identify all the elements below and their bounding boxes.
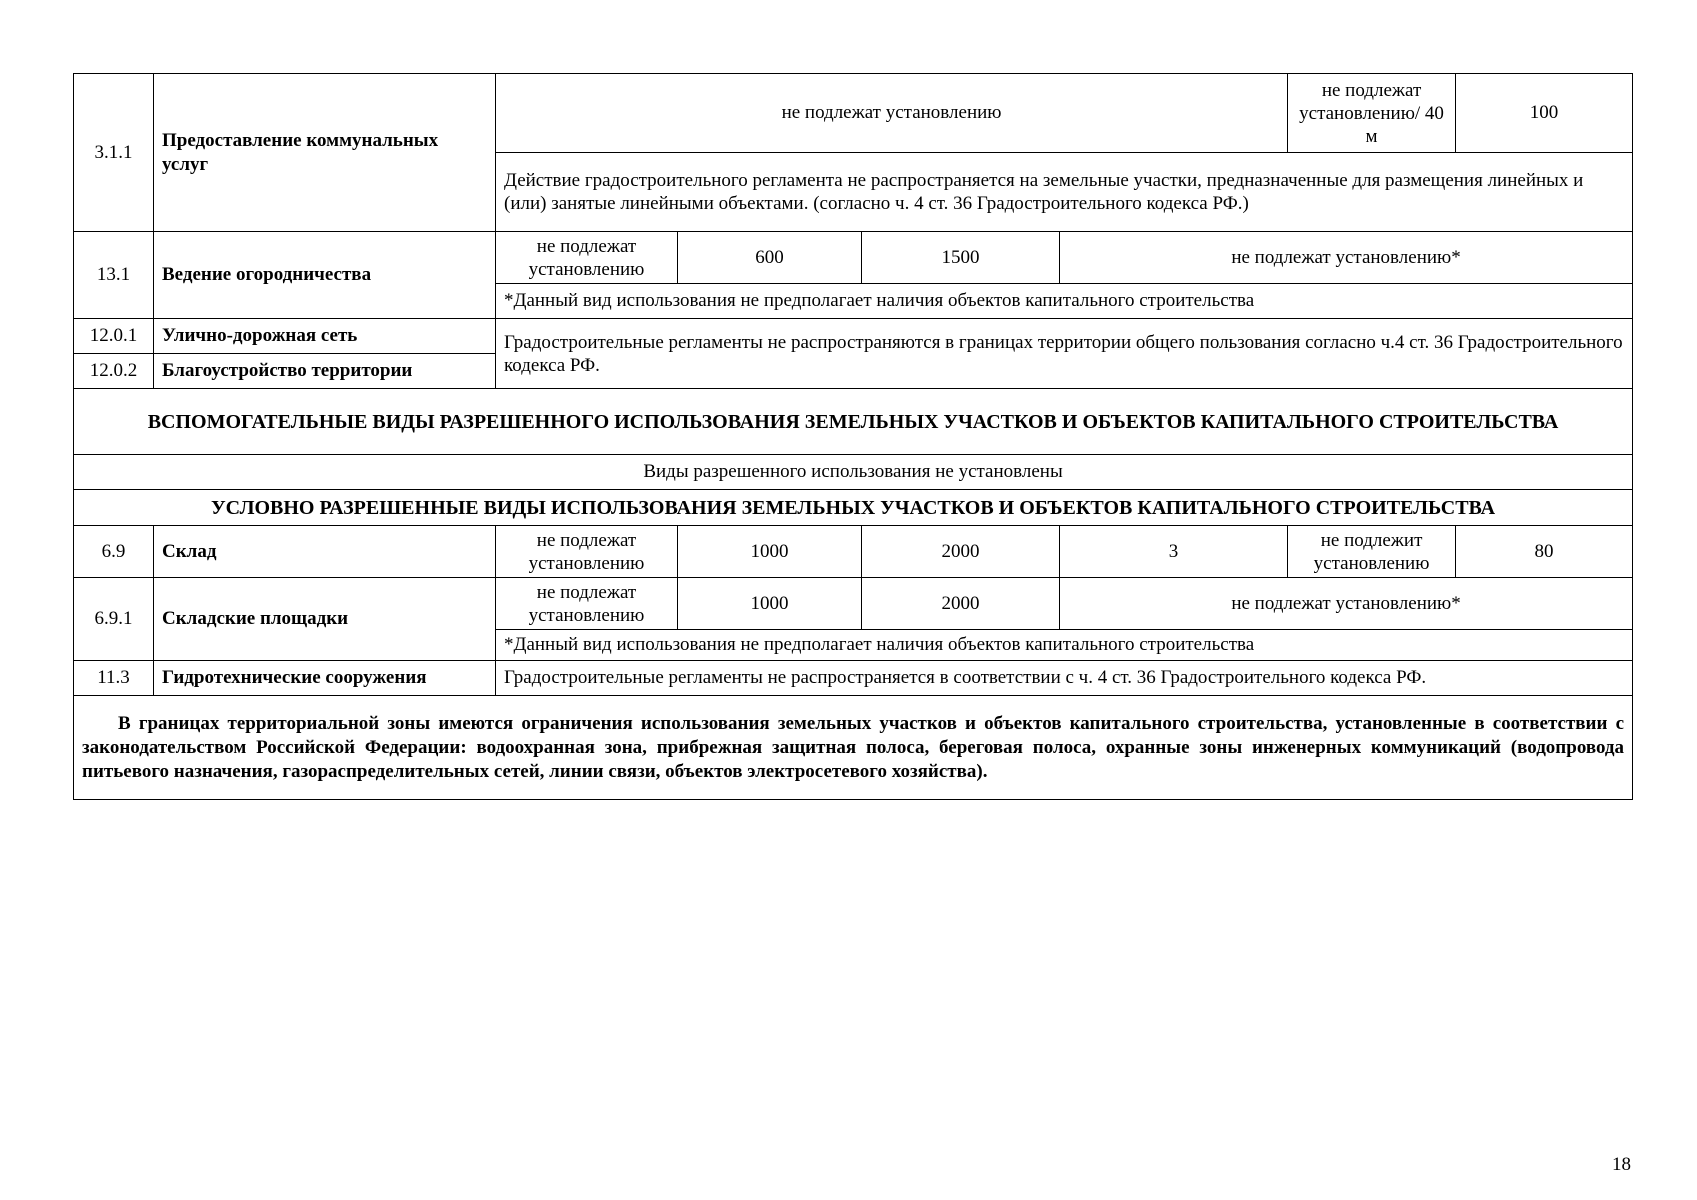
row-note: Градостроительные регламенты не распространяется в соответствии с ч. 4 ст. 36 Градостроительного кодекса РФ. bbox=[496, 661, 1633, 696]
land-use-regulations-table bbox=[73, 73, 1633, 800]
row-col-5: не подлежит установлению bbox=[1288, 526, 1456, 578]
row-name: Ведение огородничества bbox=[154, 232, 496, 319]
restrictions-note: В границах территориальной зоны имеются ограничения использования земельных участков и объектов капитального строительства, установленные в соответствии с законодательством Российской Федерации: водоохранная зона, прибрежная защитная полоса, береговая полоса, охранные зоны инженерных коммуникаций (водопровода питьевого назначения, газораспределительных сетей, линии связи, объектов электросетевого хозяйства). bbox=[74, 696, 1633, 800]
row-note: *Данный вид использования не предполагает наличия объектов капитального строительства bbox=[496, 284, 1633, 319]
table-row bbox=[74, 578, 1633, 630]
section-header-conditional: УСЛОВНО РАЗРЕШЕННЫЕ ВИДЫ ИСПОЛЬЗОВАНИЯ ЗЕМЕЛЬНЫХ УЧАСТКОВ И ОБЪЕКТОВ КАПИТАЛЬНОГО СТРОИТЕЛЬСТВА bbox=[74, 490, 1633, 526]
table-row bbox=[74, 319, 1633, 354]
row-col-2: 1000 bbox=[678, 578, 862, 630]
row-name: Предоставление коммунальных услуг bbox=[154, 74, 496, 232]
row-code: 6.9 bbox=[74, 526, 154, 578]
section-note-auxiliary: Виды разрешенного использования не установлены bbox=[74, 455, 1633, 490]
table-row bbox=[74, 74, 1633, 153]
row-note: Градостроительные регламенты не распространяются в границах территории общего пользования согласно ч.4 ст. 36 Градостроительного кодекса РФ. bbox=[496, 319, 1633, 389]
row-col-3: 2000 bbox=[862, 578, 1060, 630]
row-col-4: 3 bbox=[1060, 526, 1288, 578]
row-name: Складские площадки bbox=[154, 578, 496, 661]
row-note: *Данный вид использования не предполагает наличия объектов капитального строительства bbox=[496, 630, 1633, 661]
row-name: Склад bbox=[154, 526, 496, 578]
row-params: не подлежат установлению bbox=[496, 74, 1288, 153]
table-row bbox=[74, 389, 1633, 455]
row-code: 13.1 bbox=[74, 232, 154, 319]
table-row bbox=[74, 661, 1633, 696]
table-row bbox=[74, 526, 1633, 578]
row-col-1: не подлежат установлению bbox=[496, 232, 678, 284]
row-max-percent: 100 bbox=[1456, 74, 1633, 153]
row-code: 3.1.1 bbox=[74, 74, 154, 232]
row-code: 6.9.1 bbox=[74, 578, 154, 661]
row-note: Действие градостроительного регламента не распространяется на земельные участки, предназначенные для размещения линейных и (или) занятые линейными объектами. (согласно ч. 4 ст. 36 Градостроительного кодекса РФ.) bbox=[496, 153, 1633, 232]
row-name: Улично-дорожная сеть bbox=[154, 319, 496, 354]
table-row bbox=[74, 696, 1633, 800]
row-col-1: не подлежат установлению bbox=[496, 526, 678, 578]
row-col-2: 1000 bbox=[678, 526, 862, 578]
row-col-3: 1500 bbox=[862, 232, 1060, 284]
row-code: 11.3 bbox=[74, 661, 154, 696]
row-col-4: не подлежат установлению* bbox=[1060, 232, 1633, 284]
row-col-4: не подлежат установлению* bbox=[1060, 578, 1633, 630]
table-row bbox=[74, 490, 1633, 526]
section-header-auxiliary: ВСПОМОГАТЕЛЬНЫЕ ВИДЫ РАЗРЕШЕННОГО ИСПОЛЬЗОВАНИЯ ЗЕМЕЛЬНЫХ УЧАСТКОВ И ОБЪЕКТОВ КАПИТАЛЬНОГО СТРОИТЕЛЬСТВА bbox=[74, 389, 1633, 455]
row-max-height: не подлежат установлению/ 40 м bbox=[1288, 74, 1456, 153]
row-col-6: 80 bbox=[1456, 526, 1633, 578]
table-row bbox=[74, 455, 1633, 490]
row-name: Гидротехнические сооружения bbox=[154, 661, 496, 696]
table-row bbox=[74, 232, 1633, 284]
row-code: 12.0.2 bbox=[74, 354, 154, 389]
row-col-3: 2000 bbox=[862, 526, 1060, 578]
row-code: 12.0.1 bbox=[74, 319, 154, 354]
row-col-1: не подлежат установлению bbox=[496, 578, 678, 630]
row-name: Благоустройство территории bbox=[154, 354, 496, 389]
page-number: 18 bbox=[1612, 1154, 1631, 1175]
row-col-2: 600 bbox=[678, 232, 862, 284]
